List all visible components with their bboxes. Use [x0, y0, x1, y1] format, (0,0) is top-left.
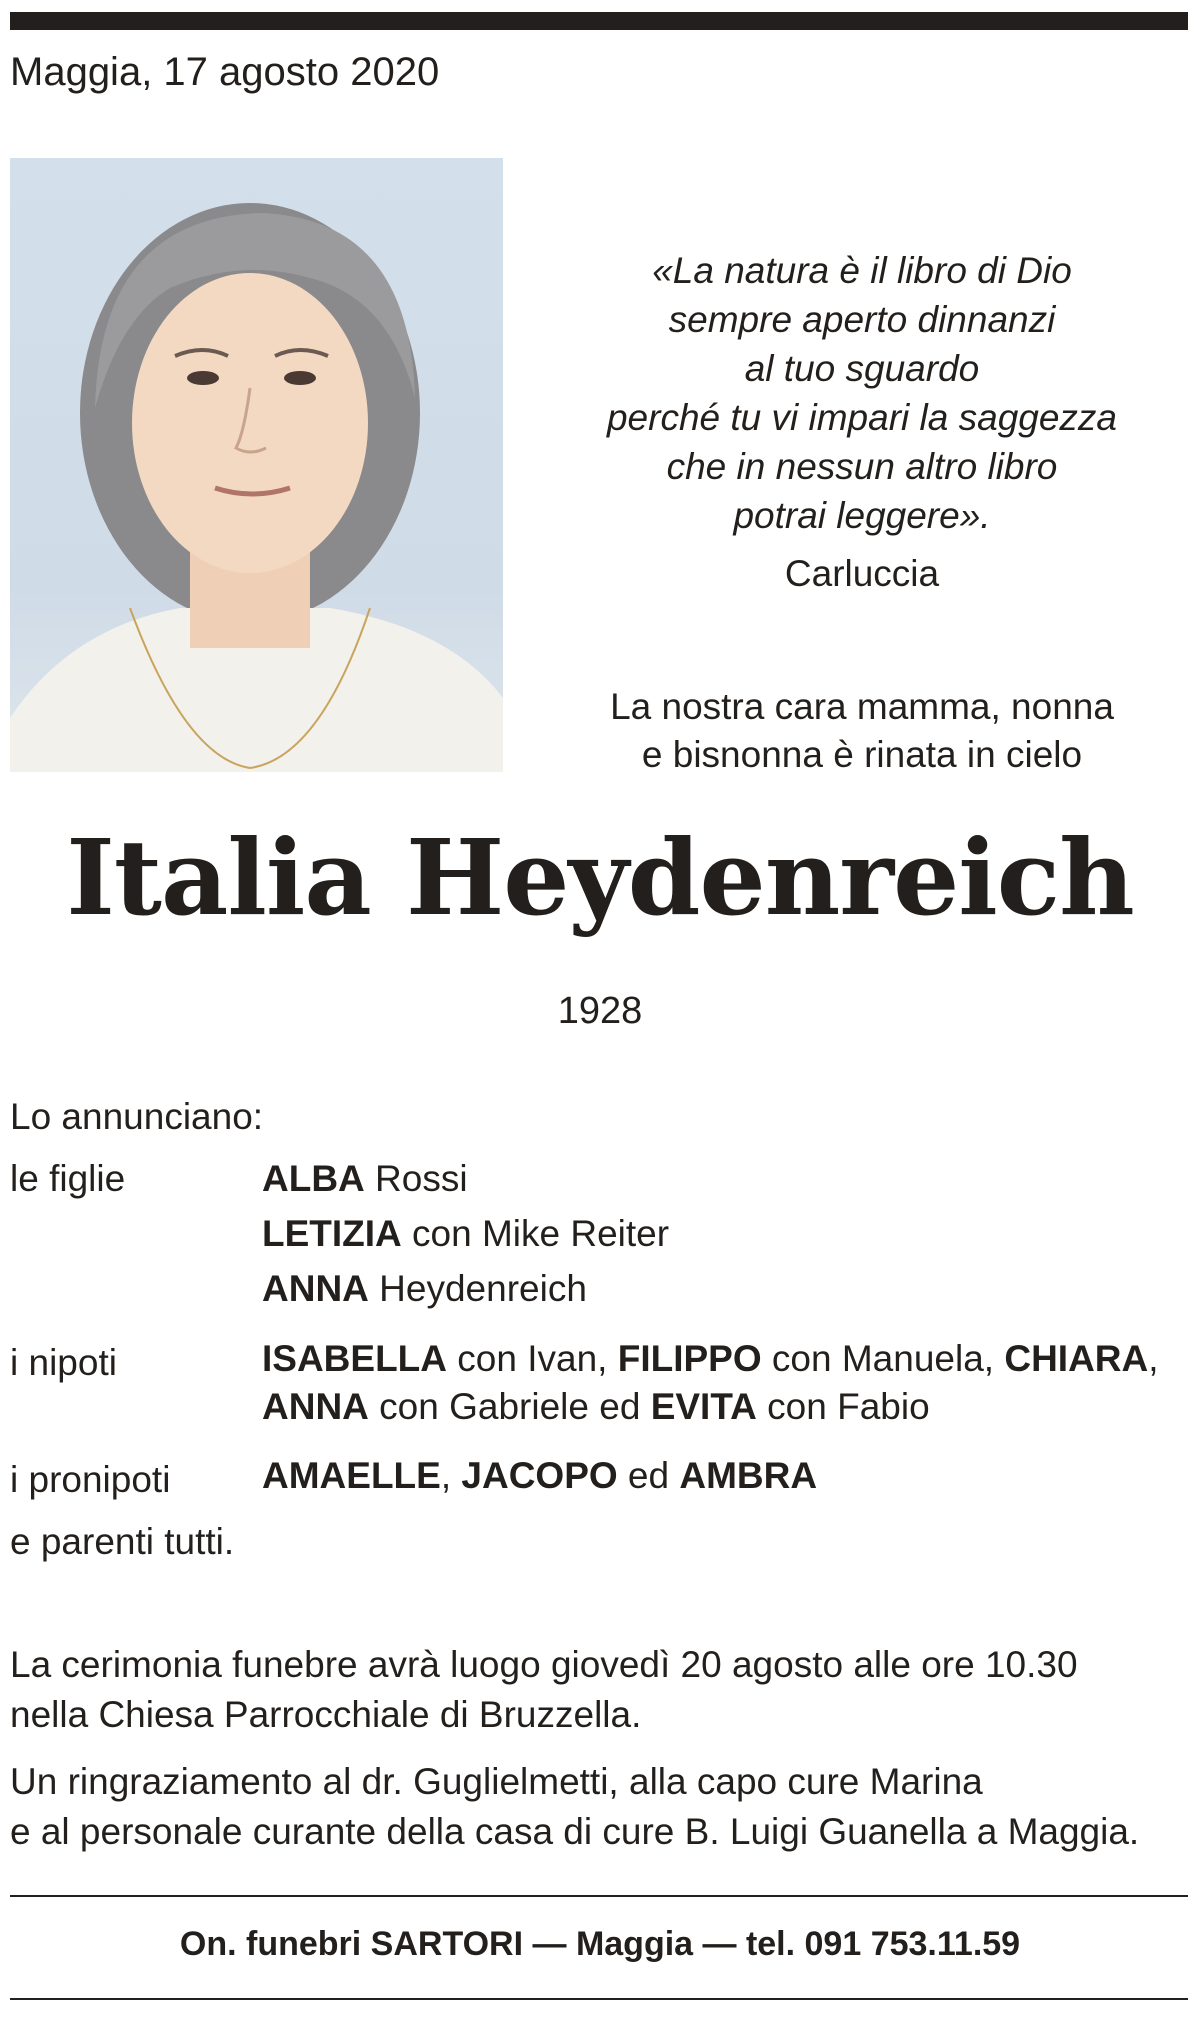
funeral-home-line: On. funebri SARTORI — Maggia — tel. 091 753.11.59	[179, 1925, 1021, 1963]
deceased-name: Italia Heydenreich	[66, 816, 1134, 939]
great-grandchildren-label: i pronipoti	[10, 1459, 171, 1500]
daughters-label: le figlie	[10, 1158, 126, 1199]
family-intro: Lo annunciano:	[10, 1096, 264, 1137]
footer-rule-top	[10, 1895, 1188, 1897]
grandchildren-label: i nipoti	[10, 1342, 117, 1383]
announcement-line: e bisnonna è rinata in cielo	[641, 734, 1083, 775]
quote-block	[560, 246, 1164, 540]
thanks-notice	[10, 1757, 1180, 1857]
daughter-entry: LETIZIA con Mike Reiter	[262, 1213, 670, 1254]
announcement	[555, 683, 1169, 779]
quote-author: Carluccia	[784, 553, 940, 594]
announcement-line: La nostra cara mamma, nonna	[610, 686, 1114, 727]
quote-line: al tuo sguardo	[744, 348, 980, 389]
grandchildren-line: ISABELLA con Ivan, FILIPPO con Manuela, CHIARA,	[262, 1338, 1159, 1379]
deceased-year: 1928	[557, 990, 643, 1032]
daughter-entry: ALBA Rossi	[262, 1158, 468, 1199]
quote-line: potrai leggere».	[733, 495, 991, 536]
quote-line: che in nessun altro libro	[666, 446, 1058, 487]
daughters-list	[262, 1151, 669, 1316]
ceremony-line: La cerimonia funebre avrà luogo giovedì 20 agosto alle ore 10.30	[10, 1644, 1078, 1685]
quote-line: perché tu vi impari la saggezza	[606, 397, 1118, 438]
relatives-line: e parenti tutti.	[10, 1521, 235, 1562]
ceremony-notice	[10, 1640, 1170, 1740]
daughter-entry: ANNA Heydenreich	[262, 1268, 587, 1309]
grandchildren-list	[262, 1335, 1159, 1431]
thanks-line: e al personale curante della casa di cure B. Luigi Guanella a Maggia.	[10, 1811, 1140, 1852]
date-line: Maggia, 17 agosto 2020	[10, 50, 440, 94]
quote-line: «La natura è il libro di Dio	[652, 250, 1072, 291]
portrait-photo	[10, 158, 503, 772]
thanks-line: Un ringraziamento al dr. Guglielmetti, alla capo cure Marina	[10, 1761, 983, 1802]
great-grandchildren-line: AMAELLE, JACOPO ed AMBRA	[262, 1455, 818, 1496]
top-rule	[10, 12, 1188, 30]
ceremony-line: nella Chiesa Parrocchiale di Bruzzella.	[10, 1694, 642, 1735]
great-grandchildren-list	[262, 1452, 817, 1500]
quote-line: sempre aperto dinnanzi	[668, 299, 1056, 340]
grandchildren-line: ANNA con Gabriele ed EVITA con Fabio	[262, 1386, 930, 1427]
footer-rule-bottom	[10, 1998, 1188, 2000]
